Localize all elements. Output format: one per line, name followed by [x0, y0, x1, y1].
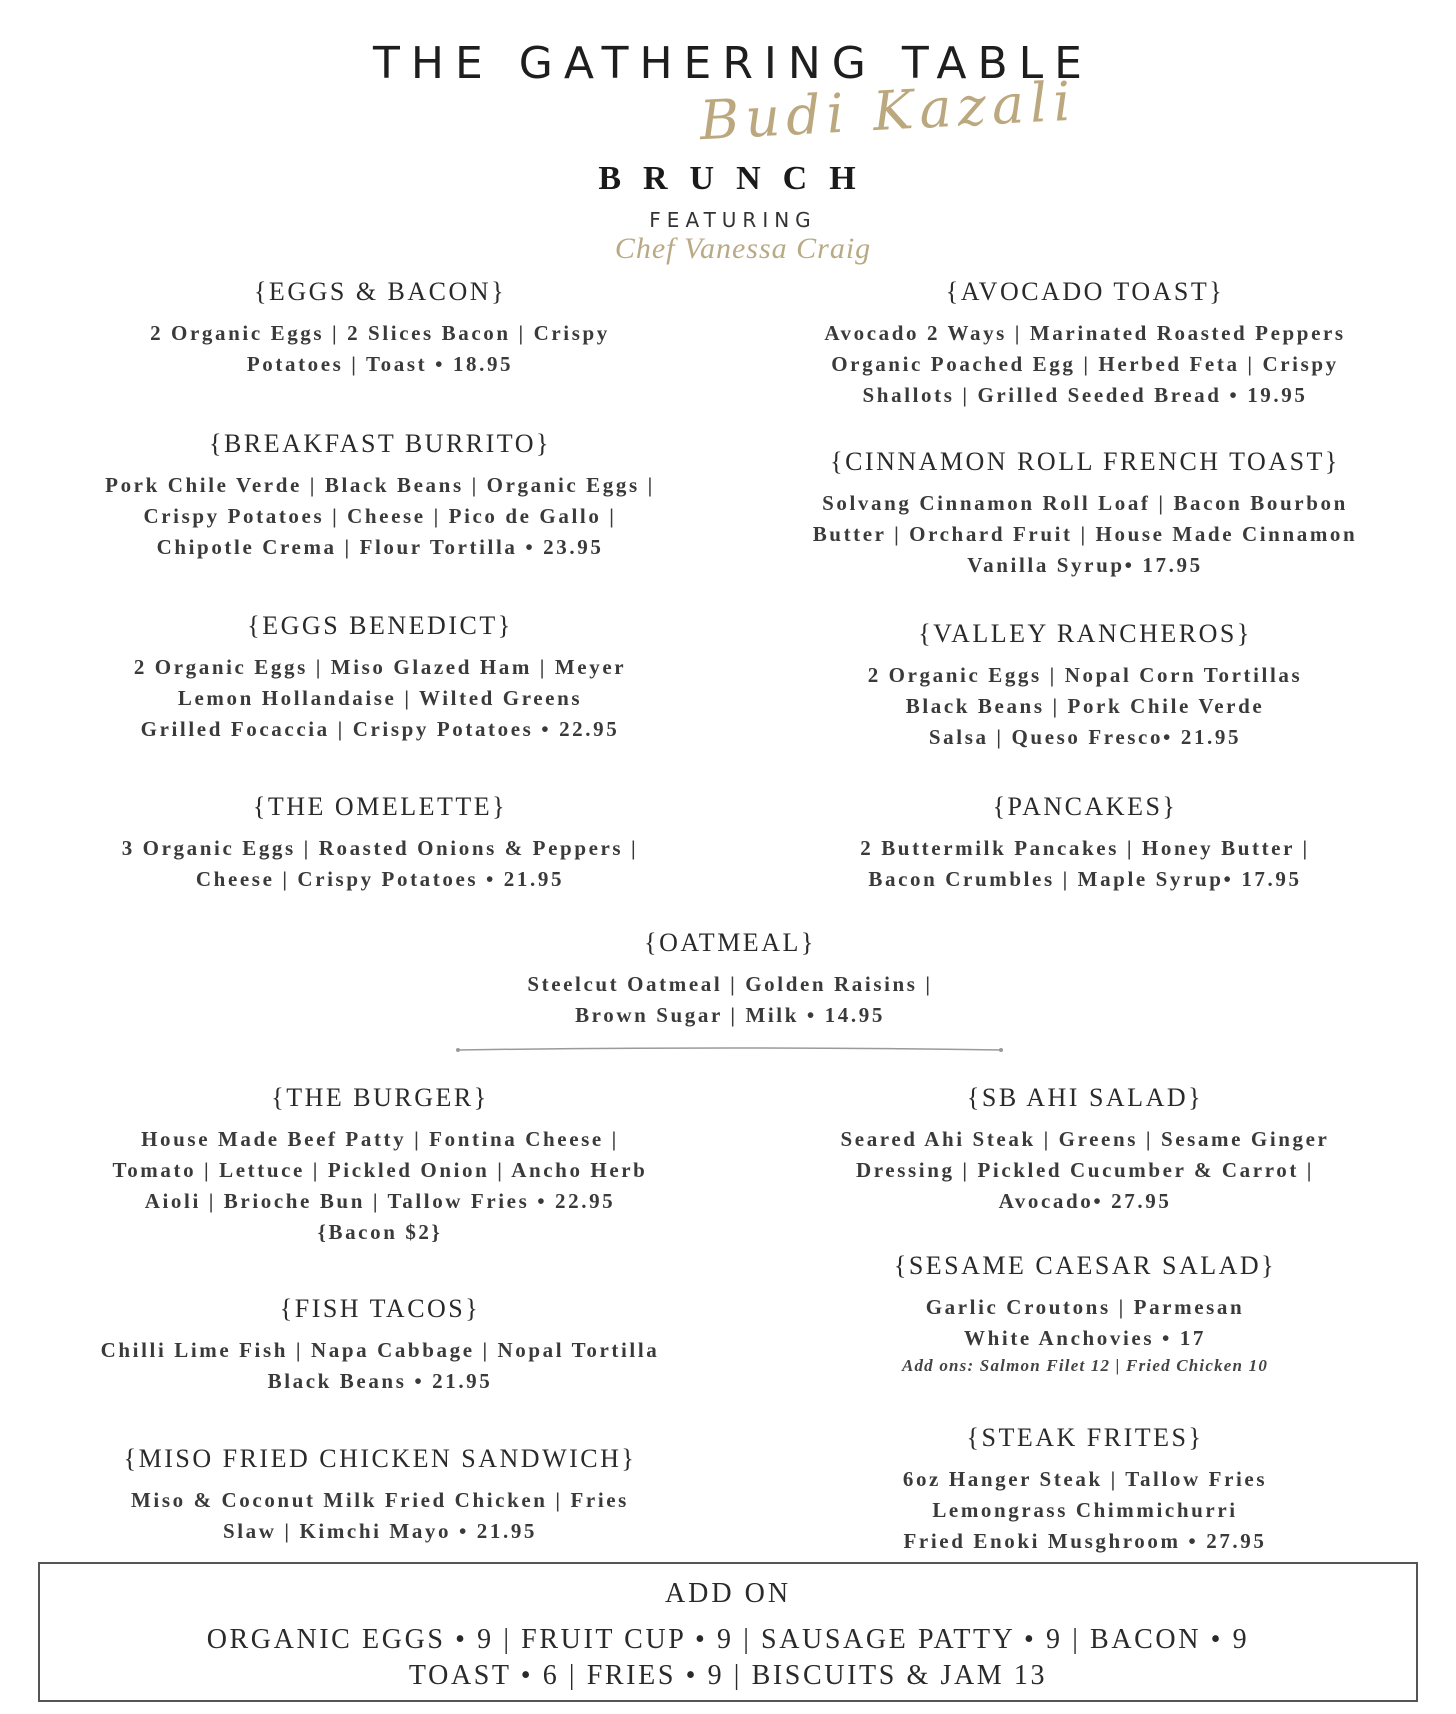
item-title: {PANCAKES}	[992, 792, 1178, 821]
item-description	[30, 652, 730, 745]
desc-line: Black Beans • 21.95	[267, 1369, 493, 1393]
featuring-label: FEATURING	[649, 208, 817, 232]
desc-line: Miso & Coconut Milk Fried Chicken | Fries	[131, 1488, 629, 1512]
item-description	[30, 833, 730, 895]
add-ons-note: Add ons: Salmon Filet 12 | Fried Chicken 10	[901, 1356, 1269, 1375]
desc-line: Potatoes | Toast • 18.95	[246, 352, 514, 376]
desc-line: Black Beans | Pork Chile Verde	[905, 694, 1265, 718]
desc-line: 2 Buttermilk Pancakes | Honey Butter |	[860, 836, 1310, 860]
desc-line: Avocado• 27.95	[998, 1189, 1172, 1213]
desc-line: Fried Enoki Musghroom • 27.95	[903, 1529, 1267, 1553]
menu-item-steak-frites	[740, 1422, 1430, 1557]
item-title: {STEAK FRITES}	[966, 1423, 1204, 1452]
desc-line: Cheese | Crispy Potatoes • 21.95	[195, 867, 565, 891]
desc-line: Lemon Hollandaise | Wilted Greens	[177, 686, 583, 710]
item-title: {VALLEY RANCHEROS}	[918, 619, 1252, 648]
item-description	[30, 1124, 730, 1248]
item-title: {THE OMELETTE}	[252, 792, 508, 821]
item-description	[740, 1292, 1430, 1354]
add-on-line: ORGANIC EGGS • 9 | FRUIT CUP • 9 | SAUSAGE PATTY • 9 | BACON • 9	[206, 1624, 1250, 1655]
desc-line: Pork Chile Verde | Black Beans | Organic Eggs |	[105, 473, 655, 497]
desc-line: Dressing | Pickled Cucumber & Carrot |	[855, 1158, 1315, 1182]
desc-line: Brown Sugar | Milk • 14.95	[575, 1003, 885, 1027]
desc-line: Chilli Lime Fish | Napa Cabbage | Nopal Tortilla	[100, 1338, 660, 1362]
menu-item-avocado-toast	[740, 276, 1430, 411]
item-title: {SESAME CAESAR SALAD}	[893, 1251, 1277, 1280]
desc-line: Seared Ahi Steak | Greens | Sesame Ginger	[840, 1127, 1330, 1151]
menu-item-cinnamon-roll-french-toast	[740, 446, 1430, 581]
desc-line: Slaw | Kimchi Mayo • 21.95	[222, 1519, 538, 1543]
desc-line: Vanilla Syrup• 17.95	[967, 553, 1203, 577]
item-title: {EGGS & BACON}	[253, 277, 507, 306]
add-on-title: ADD ON	[664, 1578, 792, 1609]
menu-item-valley-rancheros	[740, 618, 1430, 753]
desc-line: Tomato | Lettuce | Pickled Onion | Ancho Herb	[112, 1158, 648, 1182]
add-on-line: TOAST • 6 | FRIES • 9 | BISCUITS & JAM 13	[408, 1660, 1048, 1691]
menu-item-burger	[30, 1082, 730, 1248]
desc-line: White Anchovies • 17	[964, 1326, 1206, 1350]
item-title: {AVOCADO TOAST}	[945, 277, 1225, 306]
menu-item-omelette	[30, 791, 730, 895]
item-title: {MISO FRIED CHICKEN SANDWICH}	[123, 1444, 637, 1473]
desc-line: 6oz Hanger Steak | Tallow Fries	[902, 1467, 1268, 1491]
item-description	[30, 1335, 730, 1397]
desc-line: Steelcut Oatmeal | Golden Raisins |	[527, 972, 933, 996]
item-description	[740, 318, 1430, 411]
desc-line: Bacon Crumbles | Maple Syrup• 17.95	[868, 867, 1302, 891]
item-description	[380, 969, 1080, 1031]
item-title: {FISH TACOS}	[279, 1294, 481, 1323]
menu-item-oatmeal	[380, 927, 1080, 1031]
item-description	[740, 833, 1430, 895]
menu-item-miso-fried-chicken-sandwich	[30, 1443, 730, 1547]
desc-line: Aioli | Brioche Bun | Tallow Fries • 22.95	[144, 1189, 616, 1213]
item-title: {EGGS BENEDICT}	[247, 611, 513, 640]
menu-item-eggs-bacon	[30, 276, 730, 380]
desc-line: 2 Organic Eggs | Nopal Corn Tortillas	[867, 663, 1303, 687]
menu-header	[0, 0, 1456, 275]
desc-line: Avocado 2 Ways | Marinated Roasted Peppers	[824, 321, 1346, 345]
desc-line: 3 Organic Eggs | Roasted Onions & Peppers |	[121, 836, 639, 860]
menu-item-pancakes	[740, 791, 1430, 895]
menu-item-fish-tacos	[30, 1293, 730, 1397]
item-description	[740, 488, 1430, 581]
desc-line: Organic Poached Egg | Herbed Feta | Crispy	[831, 352, 1339, 376]
menu-item-sesame-caesar-salad	[740, 1250, 1430, 1378]
meal-title: BRUNCH	[598, 160, 878, 197]
restaurant-name: THE GATHERING TABLE	[373, 38, 1093, 89]
item-description	[30, 318, 730, 380]
item-title: {BREAKFAST BURRITO}	[209, 429, 551, 458]
menu-item-eggs-benedict	[30, 610, 730, 745]
item-title: {OATMEAL}	[644, 928, 816, 957]
desc-line: {Bacon $2}	[317, 1220, 443, 1244]
desc-line: Lemongrass Chimmichurri	[932, 1498, 1238, 1522]
desc-line: Garlic Croutons | Parmesan	[925, 1295, 1245, 1319]
item-description	[740, 1124, 1430, 1217]
desc-line: 2 Organic Eggs | Miso Glazed Ham | Meyer	[133, 655, 627, 679]
item-title: {THE BURGER}	[271, 1083, 489, 1112]
item-title: {SB AHI SALAD}	[966, 1083, 1204, 1112]
add-on-box	[38, 1562, 1418, 1702]
item-title: {CINNAMON ROLL FRENCH TOAST}	[830, 447, 1340, 476]
budi-kazali-signature: Budi Kazali	[698, 69, 1079, 153]
desc-line: Butter | Orchard Fruit | House Made Cinnamon	[812, 522, 1358, 546]
desc-line: Crispy Potatoes | Cheese | Pico de Gallo |	[143, 504, 617, 528]
item-description	[30, 470, 730, 563]
desc-line: 2 Organic Eggs | 2 Slices Bacon | Crispy	[150, 321, 610, 345]
desc-line: Shallots | Grilled Seeded Bread • 19.95	[862, 383, 1308, 407]
desc-line: Salsa | Queso Fresco• 21.95	[928, 725, 1242, 749]
item-description	[30, 1485, 730, 1547]
desc-line: Chipotle Crema | Flour Tortilla • 23.95	[156, 535, 604, 559]
desc-line: Grilled Focaccia | Crispy Potatoes • 22.95	[140, 717, 620, 741]
desc-line: House Made Beef Patty | Fontina Cheese |	[141, 1127, 619, 1151]
section-divider	[455, 1044, 1005, 1056]
desc-line: Solvang Cinnamon Roll Loaf | Bacon Bourbon	[822, 491, 1348, 515]
menu-item-breakfast-burrito	[30, 428, 730, 563]
menu-item-sb-ahi-salad	[740, 1082, 1430, 1217]
chef-signature: Chef Vanessa Craig	[614, 232, 872, 265]
item-description	[740, 660, 1430, 753]
item-description	[740, 1464, 1430, 1557]
